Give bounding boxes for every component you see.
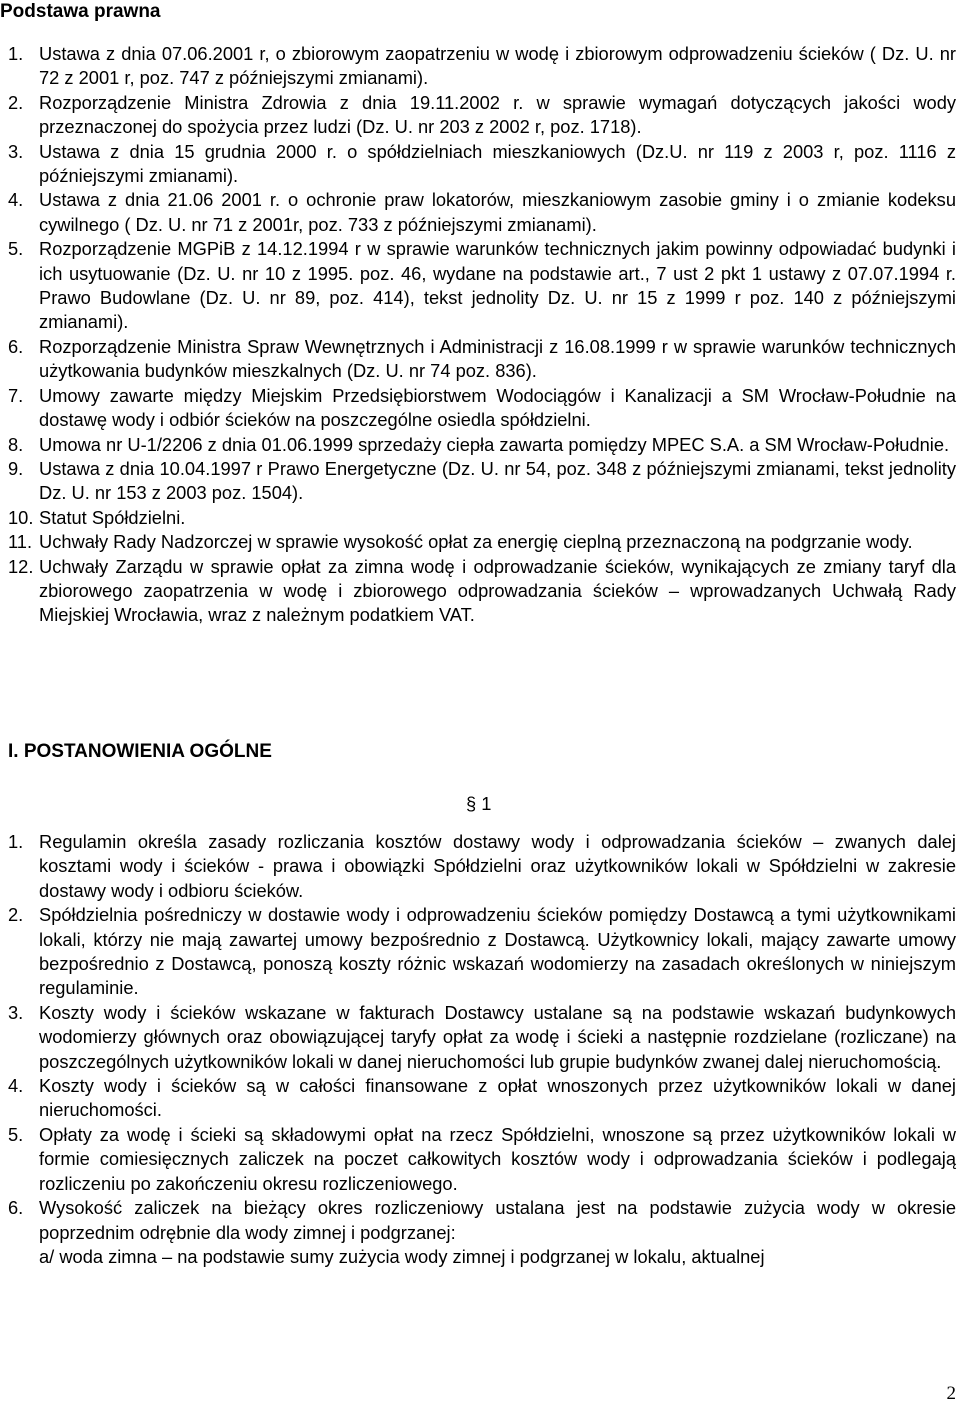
item-text: Rozporządzenie Ministra Spraw Wewnętrznych i Administracji z 16.08.1999 r w sprawie warunków technicznych użytkowania budynków mieszkalnych (Dz. U. nr 74 poz. 836).: [39, 335, 956, 382]
item-text: Ustawa z dnia 07.06.2001 r, o zbiorowym zaopatrzeniu w wodę i zbiorowym odprowadzeniu ścieków ( Dz. U. nr 72 z 2001 r, poz. 747 z późniejszymi zmianami).: [39, 43, 956, 89]
item-number: 2.: [8, 91, 24, 113]
list-item: [8, 1001, 956, 1074]
item-number: 5.: [8, 238, 24, 260]
sub-item-a: a/ woda zimna – na podstawie sumy zużycia wody zimnej i podgrzanej w lokalu, aktualnej: [39, 1245, 765, 1267]
item-number: 2.: [8, 904, 24, 926]
general-provisions-list: [8, 830, 956, 1269]
item-text: Ustawa z dnia 10.04.1997 r Prawo Energetyczne (Dz. U. nr 54, poz. 348 z późniejszymi zmianami, tekst jednolity Dz. U. nr 153 z 2003 poz. 1504).: [39, 457, 956, 504]
item-text: Ustawa z dnia 15 grudnia 2000 r. o spółdzielniach mieszkaniowych (Dz.U. nr 119 z 2003 r, poz. 1116 z późniejszymi zmianami).: [39, 140, 956, 187]
list-item: [8, 1123, 956, 1196]
item-number: 1.: [8, 831, 24, 852]
list-item: [8, 1074, 956, 1123]
item-number: 3.: [8, 1001, 24, 1023]
item-text: Uchwały Zarządu w sprawie opłat za zimna wodę i odprowadzanie ścieków, wynikających ze zmiany taryf dla zbiorowego zaopatrzenia w wodę i zbiorowego odprowadzania ścieków – wprowadzanych Uchwałą Rady Miejskiej Wrocławia, wraz z należnym podatkiem VAT.: [39, 555, 956, 626]
item-text: Koszty wody i ścieków są w całości finansowane z opłat wnoszonych przez użytkowników lokali w danej nieruchomości.: [39, 1075, 956, 1121]
list-item: [8, 335, 956, 384]
item-text: Umowy zawarte między Miejskim Przedsiębiorstwem Wodociągów i Kanalizacji a SM Wrocław-Południe na dostawę wody i odbiór ścieków na poszczególne osiedla spółdzielni.: [39, 384, 956, 431]
item-number: 11.: [8, 531, 33, 553]
list-item: [8, 237, 956, 335]
item-number: 6.: [8, 335, 24, 357]
list-item: [8, 42, 956, 91]
item-text: Rozporządzenie MGPiB z 14.12.1994 r w sprawie warunków technicznych jakim powinny odpowiadać budynki i ich usytuowanie (Dz. U. nr 10 z 1995. poz. 46, wydane na podstawie art., 7 ust 2 pkt 1 ustawy z 07.07.1994 r. Prawo Budowlane (Dz. U. nr 89, poz. 414), tekst jednolity Dz. U. nr 15 z 1999 r poz. 140 z późniejszymi zmianami).: [39, 238, 956, 333]
list-item: [8, 903, 956, 1001]
legal-basis-list: [8, 42, 956, 628]
paragraph-mark: § 1: [466, 793, 492, 814]
item-text: Umowa nr U-1/2206 z dnia 01.06.1999 sprzedaży ciepła zawarta pomiędzy MPEC S.A. a SM Wrocław-Południe.: [39, 433, 950, 455]
list-item: [8, 555, 956, 628]
item-number: 5.: [8, 1123, 24, 1145]
list-item: [8, 530, 956, 554]
item-number: 6.: [8, 1197, 24, 1219]
item-number: 1.: [8, 43, 24, 64]
item-text: Opłaty za wodę i ścieki są składowymi opłat na rzecz Spółdzielni, wnoszone są przez użytkowników lokali w formie comiesięcznych zaliczek na poczet całkowitych kosztów wody i odprowadzania ścieków i podlegają rozliczeniu po zakończeniu okresu rozliczeniowego.: [39, 1123, 956, 1194]
item-text: Ustawa z dnia 21.06 2001 r. o ochronie praw lokatorów, mieszkaniowym zasobie gminy i o zmianie kodeksu cywilnego ( Dz. U. nr 71 z 2001r, poz. 733 z późniejszymi zmianami).: [39, 189, 956, 235]
item-text: Koszty wody i ścieków wskazane w fakturach Dostawcy ustalane są na podstawie wskazań budynkowych wodomierzy głównych oraz obowiązującej taryfy opłat za wodę i ścieki a następnie rozdzielane (rozliczane) na poszczególnych użytkowników lokali w danej nieruchomości lub grupie budynków zwanej dalej nieruchomością.: [39, 1001, 956, 1072]
item-number: 12.: [8, 555, 34, 577]
item-text: Statut Spółdzielni.: [39, 506, 186, 528]
item-number: 7.: [8, 384, 24, 406]
heading-legal-basis: Podstawa prawna: [0, 1, 161, 22]
list-item: [8, 830, 956, 903]
list-item: [8, 1196, 956, 1245]
item-text: Wysokość zaliczek na bieżący okres rozliczeniowy ustalana jest na podstawie zużycia wody w okresie poprzednim odrębnie dla wody zimnej i podgrzanej:: [39, 1197, 956, 1243]
list-item: [8, 91, 956, 140]
list-item: [8, 506, 956, 530]
item-text: Spółdzielnia pośredniczy w dostawie wody i odprowadzeniu ścieków pomiędzy Dostawcą a tymi użytkownikami lokali, którzy nie mają zawartej umowy bezpośrednio z Dostawcą. Użytkownicy lokali, mający zawarte umowy bezpośrednio z Dostawcą, ponoszą koszty różnic wskazań wodomierzy na zasadach określonych w niniejszym regulaminie.: [39, 904, 956, 999]
item-text: Rozporządzenie Ministra Zdrowia z dnia 19.11.2002 r. w sprawie wymagań dotyczących jakości wody przeznaczonej do spożycia przez ludzi (Dz. U. nr 203 z 2002 r, poz. 1718).: [39, 91, 956, 138]
item-number: 3.: [8, 140, 24, 162]
item-number: 4.: [8, 1075, 24, 1097]
item-text: Uchwały Rady Nadzorczej w sprawie wysokość opłat za energię cieplną przeznaczoną na podgrzanie wody.: [39, 531, 913, 553]
list-item: [8, 433, 956, 457]
list-item: [8, 384, 956, 433]
heading-general-provisions: I. POSTANOWIENIA OGÓLNE: [8, 741, 272, 762]
item-number: 8.: [8, 433, 24, 455]
list-item: [8, 188, 956, 237]
item-number: 9.: [8, 457, 24, 479]
list-item: [8, 457, 956, 506]
item-number: 4.: [8, 189, 24, 211]
item-number: 10.: [8, 506, 34, 528]
page-number: 2: [946, 1383, 956, 1404]
list-item: [8, 140, 956, 189]
item-text: Regulamin określa zasady rozliczania kosztów dostawy wody i odprowadzania ścieków – zwanych dalej kosztami wody i ścieków - prawa i obowiązki Spółdzielni oraz użytkowników lokali w Spółdzielni w zakresie dostawy wody i odbioru ścieków.: [39, 831, 956, 901]
